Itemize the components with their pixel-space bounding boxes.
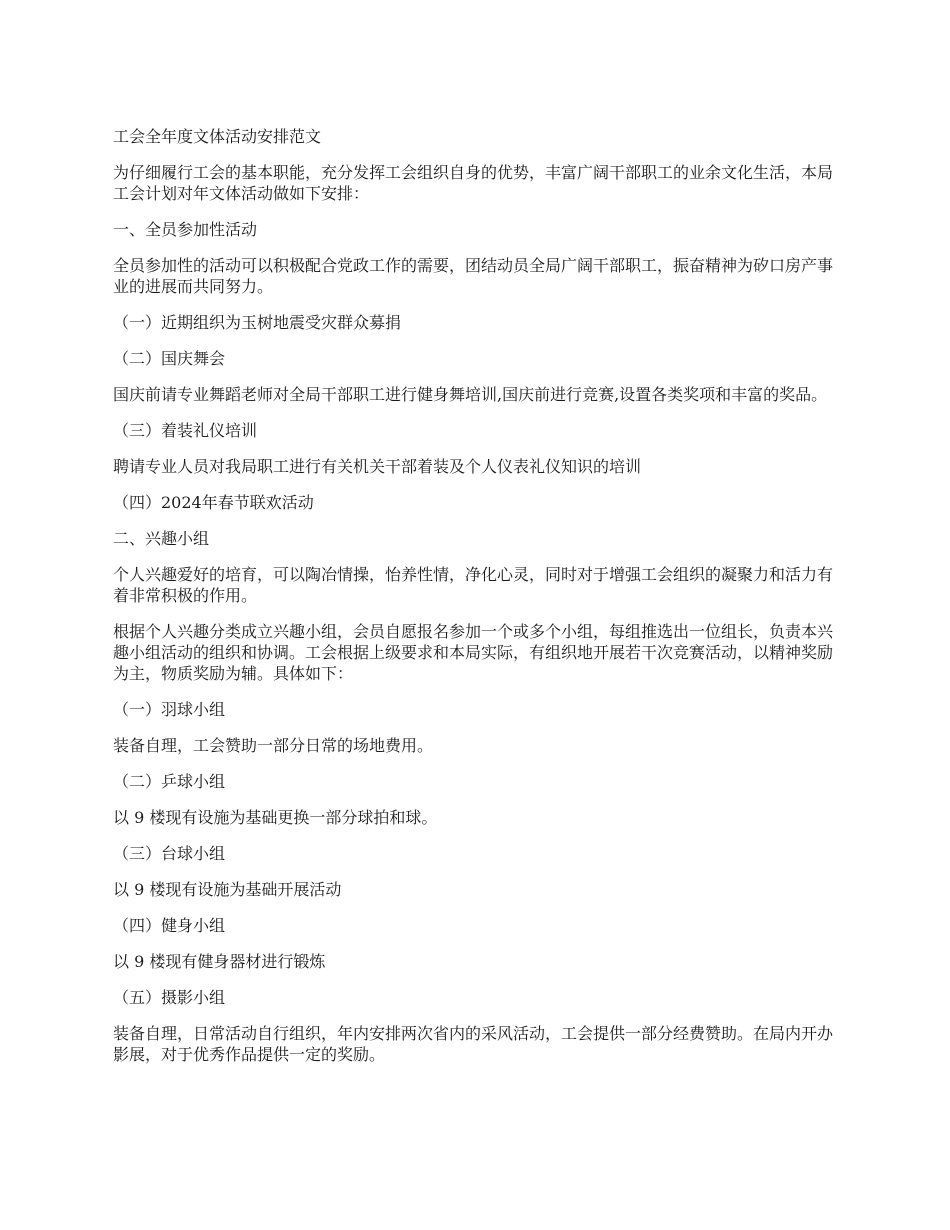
section-1-item-2: （二）国庆舞会 — [113, 349, 226, 368]
intro-paragraph: 为仔细履行工会的基本职能，充分发挥工会组织自身的优势，丰富广阔干部职工的业余文化生活，本局工会计划对年文体活动做如下安排： — [113, 163, 834, 203]
section-1-item-1: （一）近期组织为玉树地震受灾群众募捐 — [113, 313, 402, 332]
section-1-item-3-paragraph: 聘请专业人员对我局职工进行有关机关干部着装及个人仪表礼仪知识的培训 — [113, 457, 642, 476]
document-body — [113, 126, 843, 1080]
section-2-item-2-paragraph: 以 9 楼现有设施为基础更换一部分球拍和球。 — [113, 808, 438, 827]
section-1-paragraph: 全员参加性的活动可以积极配合党政工作的需要，团结动员全局广阔干部职工，振奋精神为矽口房产事业的进展而共同努力。 — [113, 256, 834, 296]
section-2-paragraph-2: 根据个人兴趣分类成立兴趣小组，会员自愿报名参加一个或多个小组，每组推选出一位组长，负责本兴趣小组活动的组织和协调。工会根据上级要求和本局实际，有组织地开展若干次竞赛活动，以精神奖励为主，物质奖励为辅。具体如下： — [113, 622, 834, 683]
section-2-item-5: （五）摄影小组 — [113, 988, 226, 1007]
section-2-item-2: （二）乒球小组 — [113, 772, 226, 791]
section-2-item-1-paragraph: 装备自理，工会赞助一部分日常的场地费用。 — [113, 736, 434, 755]
section-heading-1: 一、全员参加性活动 — [113, 220, 258, 239]
section-heading-2: 二、兴趣小组 — [113, 529, 210, 548]
section-2-item-1: （一）羽球小组 — [113, 700, 226, 719]
section-2-item-4: （四）健身小组 — [113, 916, 226, 935]
section-2-item-4-paragraph: 以 9 楼现有健身器材进行锻炼 — [113, 952, 326, 971]
section-1-item-3: （三）着装礼仪培训 — [113, 421, 258, 440]
document-title: 工会全年度文体活动安排范文 — [113, 127, 322, 146]
section-2-item-5-paragraph: 装备自理，日常活动自行组织，年内安排两次省内的采风活动，工会提供一部分经费赞助。在局内开办影展，对于优秀作品提供一定的奖励。 — [113, 1024, 834, 1064]
section-2-item-3-paragraph: 以 9 楼现有设施为基础开展活动 — [113, 880, 342, 899]
section-2-item-3: （三）台球小组 — [113, 844, 226, 863]
section-1-item-2-paragraph: 国庆前请专业舞蹈老师对全局干部职工进行健身舞培训,国庆前进行竞赛,设置各类奖项和丰富的奖品。 — [113, 385, 828, 404]
section-2-paragraph-1: 个人兴趣爱好的培育，可以陶冶情操，怡养性情，净化心灵，同时对于增强工会组织的凝聚力和活力有着非常积极的作用。 — [113, 565, 834, 605]
section-1-item-4: （四）2024年春节联欢活动 — [113, 493, 314, 512]
